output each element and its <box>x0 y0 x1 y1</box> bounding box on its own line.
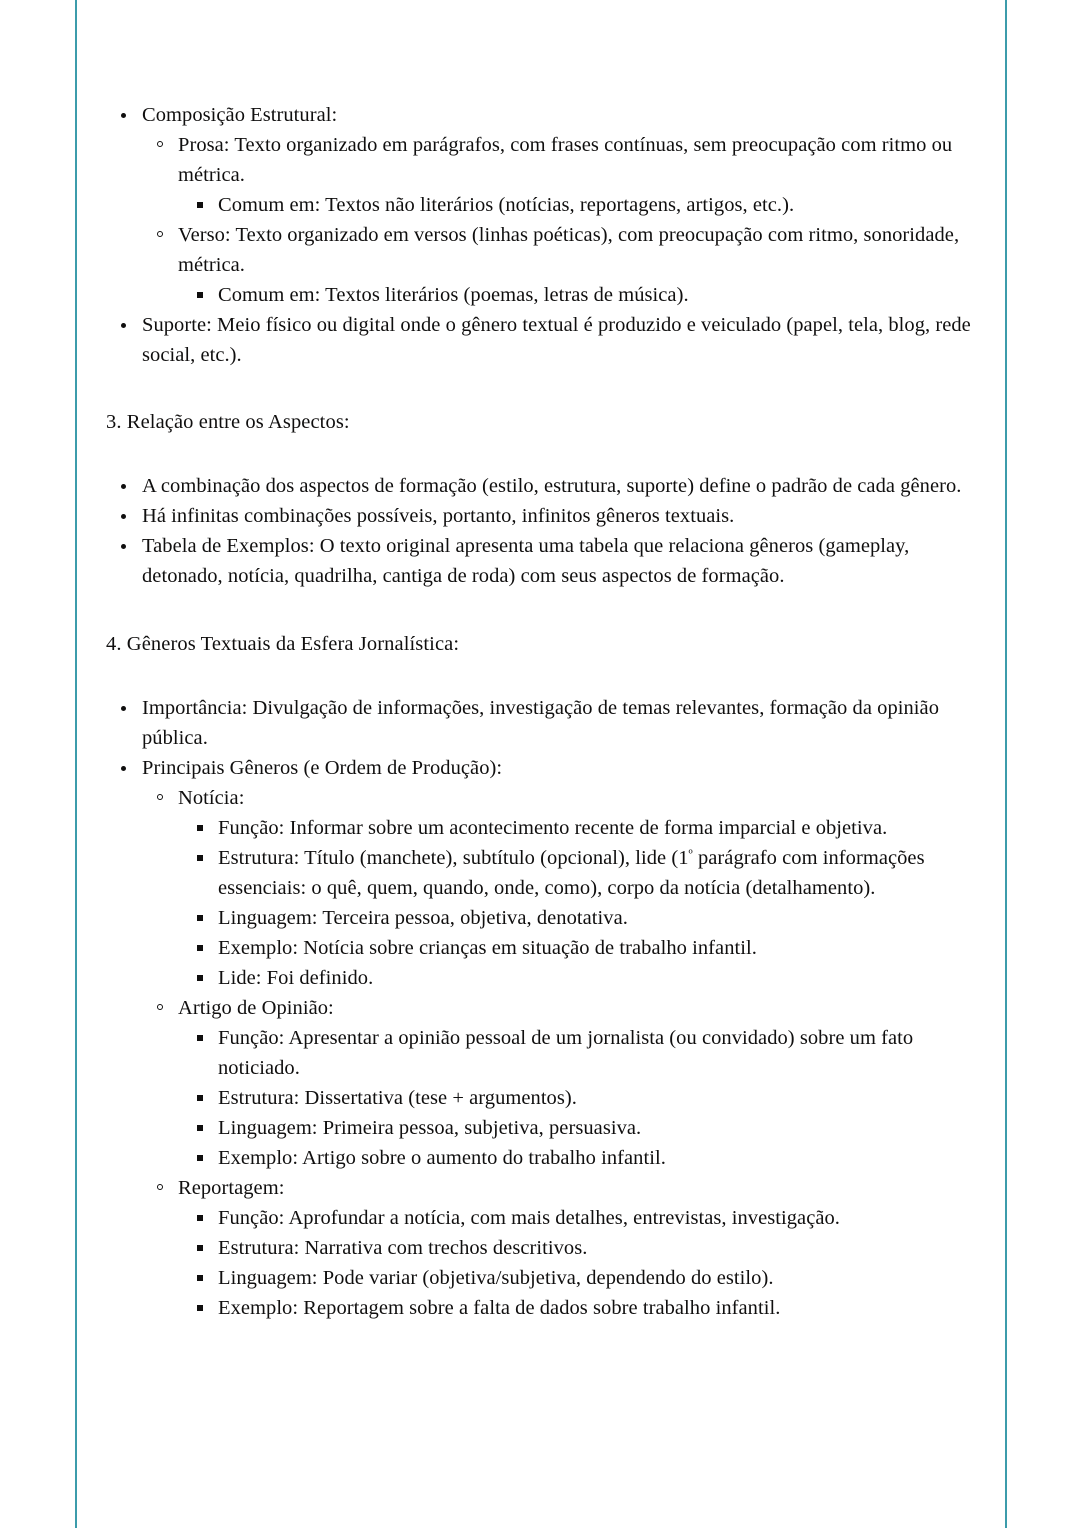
bullet-text: Estrutura: Narrativa com trechos descritivos. <box>218 1237 588 1260</box>
list-item <box>182 903 986 933</box>
bullet-row <box>182 280 986 310</box>
bullet-text: Função: Apresentar a opinião pessoal de um jornalista (ou convidado) sobre um fato noticiado. <box>218 1026 914 1079</box>
spacer <box>106 659 986 693</box>
list-generos <box>142 783 986 1324</box>
list-item <box>106 310 986 370</box>
bullet-row <box>182 1143 986 1173</box>
document-content <box>106 100 986 1323</box>
bullet-row <box>106 531 986 591</box>
bullet-row <box>182 190 986 220</box>
bullet-text: Função: Aprofundar a notícia, com mais detalhes, entrevistas, investigação. <box>218 1207 840 1230</box>
list-item <box>182 1143 986 1173</box>
list-item <box>182 1263 986 1293</box>
bullet-row <box>142 220 986 280</box>
spacer <box>106 437 986 471</box>
bullet-row <box>182 963 986 993</box>
bullet-text: Tabela de Exemplos: O texto original apresenta uma tabela que relaciona gêneros (gameplay, detonado, notícia, quadrilha, cantiga de roda) com seus aspectos de formação. <box>142 535 910 588</box>
bullet-text: Exemplo: Notícia sobre crianças em situação de trabalho infantil. <box>218 936 757 959</box>
bullet-row <box>142 993 986 1023</box>
list-item <box>142 993 986 1173</box>
bullet-row <box>182 933 986 963</box>
list-item <box>182 1023 986 1083</box>
list-item <box>182 1113 986 1143</box>
bullet-row <box>106 310 986 370</box>
bullet-row <box>182 813 986 843</box>
list-item <box>142 1173 986 1323</box>
list-composicao <box>106 100 986 370</box>
bullet-row <box>106 693 986 753</box>
bullet-row <box>142 130 986 190</box>
list-prosa-sub <box>182 190 986 220</box>
section-heading-relacao: 3. Relação entre os Aspectos: <box>106 411 350 434</box>
list-item <box>142 130 986 220</box>
bullet-text: Lide: Foi definido. <box>218 966 374 989</box>
bullet-row <box>182 903 986 933</box>
list-item <box>182 813 986 843</box>
bullet-text: Comum em: Textos não literários (notícias, reportagens, artigos, etc.). <box>218 194 795 217</box>
bullet-text: Exemplo: Reportagem sobre a falta de dados sobre trabalho infantil. <box>218 1297 781 1320</box>
list-item <box>182 1083 986 1113</box>
bullet-text: Linguagem: Terceira pessoa, objetiva, denotativa. <box>218 906 628 929</box>
bullet-row <box>182 1203 986 1233</box>
section-heading-jornalistica: 4. Gêneros Textuais da Esfera Jornalística: <box>106 632 460 655</box>
bullet-text: Exemplo: Artigo sobre o aumento do trabalho infantil. <box>218 1147 666 1170</box>
list-item <box>106 753 986 1324</box>
bullet-row <box>182 1023 986 1083</box>
spacer <box>106 370 986 408</box>
list-item <box>182 933 986 963</box>
bullet-text: Linguagem: Pode variar (objetiva/subjetiva, dependendo do estilo). <box>218 1267 774 1290</box>
bullet-text: Verso: Texto organizado em versos (linhas poéticas), com preocupação com ritmo, sonoridade, métrica. <box>178 224 960 277</box>
list-item <box>182 843 986 903</box>
list-item <box>106 501 986 531</box>
bullet-row <box>106 501 986 531</box>
ordinal-indicator: º <box>688 846 693 862</box>
bullet-text: Artigo de Opinião: <box>178 996 334 1019</box>
list-item <box>106 693 986 753</box>
bullet-text: Principais Gêneros (e Ordem de Produção): <box>142 756 503 779</box>
list-item <box>182 1233 986 1263</box>
list-composicao-sub <box>142 130 986 310</box>
bullet-row <box>142 1173 986 1203</box>
bullet-text: Reportagem: <box>178 1177 285 1200</box>
bullet-text: Há infinitas combinações possíveis, portanto, infinitos gêneros textuais. <box>142 505 735 528</box>
list-item <box>182 190 986 220</box>
bullet-row <box>106 471 986 501</box>
list-noticia-details <box>182 813 986 993</box>
bullet-text: Prosa: Texto organizado em parágrafos, com frases contínuas, sem preocupação com ritmo ou métrica. <box>178 134 953 187</box>
list-item <box>182 1293 986 1323</box>
bullet-text: Função: Informar sobre um acontecimento recente de forma imparcial e objetiva. <box>218 816 888 839</box>
list-artigo-details <box>182 1023 986 1173</box>
list-item <box>106 471 986 501</box>
bullet-text: Notícia: <box>178 786 245 809</box>
left-margin-rule <box>75 0 77 1528</box>
bullet-text: A combinação dos aspectos de formação (estilo, estrutura, suporte) define o padrão de cada gênero. <box>142 475 962 498</box>
list-item <box>182 963 986 993</box>
bullet-row <box>106 753 986 783</box>
bullet-text: Linguagem: Primeira pessoa, subjetiva, persuasiva. <box>218 1117 642 1140</box>
bullet-row <box>182 1083 986 1113</box>
bullet-row <box>182 1113 986 1143</box>
bullet-text: Comum em: Textos literários (poemas, letras de música). <box>218 284 689 307</box>
list-item <box>142 783 986 993</box>
bullet-row <box>182 1263 986 1293</box>
bullet-text: Importância: Divulgação de informações, investigação de temas relevantes, formação da opinião pública. <box>142 696 939 749</box>
bullet-row <box>182 1293 986 1323</box>
list-jornalistica <box>106 693 986 1324</box>
bullet-row <box>182 1233 986 1263</box>
list-relacao <box>106 471 986 591</box>
spacer <box>106 592 986 630</box>
right-margin-rule <box>1005 0 1007 1528</box>
list-item <box>106 531 986 591</box>
bullet-row <box>182 843 986 903</box>
list-reportagem-details <box>182 1203 986 1323</box>
list-item <box>182 280 986 310</box>
bullet-text: Composição Estrutural: <box>142 104 338 126</box>
list-verso-sub <box>182 280 986 310</box>
list-item <box>182 1203 986 1233</box>
bullet-text-post: parágrafo com informações essenciais: o quê, quem, quando, onde, como), corpo da notícia (detalhamento). <box>218 846 925 899</box>
bullet-text: Estrutura: Dissertativa (tese + argumentos). <box>218 1087 577 1110</box>
bullet-text: Suporte: Meio físico ou digital onde o gênero textual é produzido e veiculado (papel, tela, blog, rede social, etc.). <box>142 314 971 367</box>
bullet-row <box>142 783 986 813</box>
bullet-text-pre: Estrutura: Título (manchete), subtítulo (opcional), lide (1 <box>218 846 689 869</box>
list-item <box>106 100 986 310</box>
bullet-row <box>106 100 986 130</box>
list-item <box>142 220 986 310</box>
